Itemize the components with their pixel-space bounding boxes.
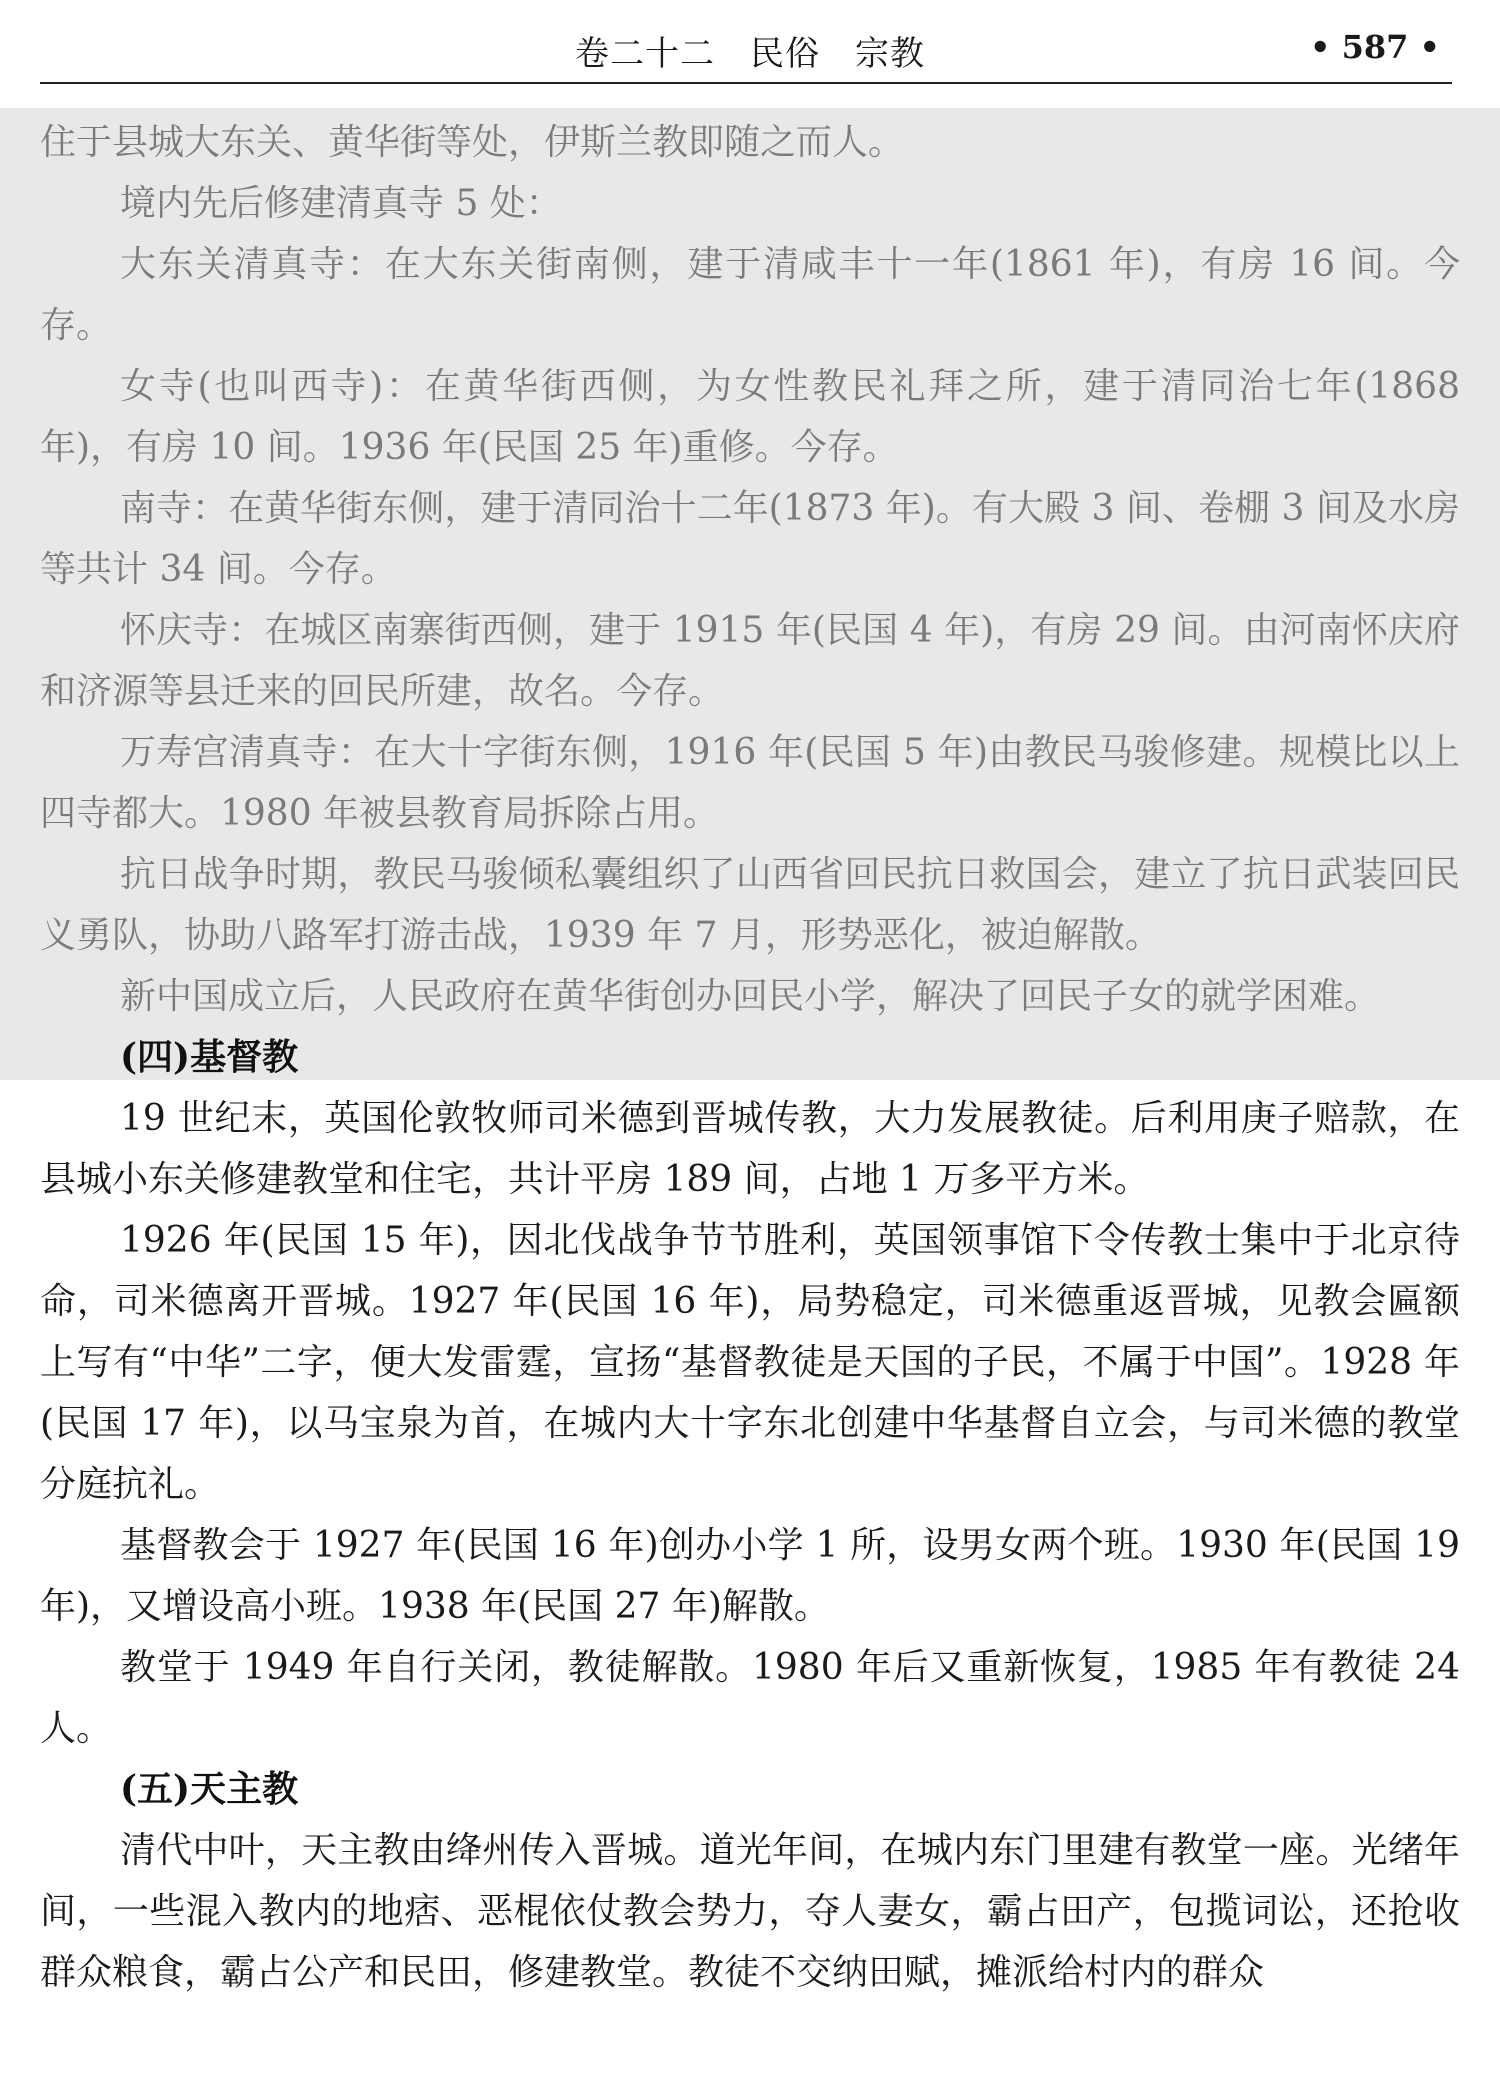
paragraph: 女寺(也叫西寺)：在黄华街西侧，为女性教民礼拜之所，建于清同治七年(1868 年)，有房 10 间。1936 年(民国 25 年)重修。今存。 [40,366,1460,468]
page-number: • 587 • [1310,28,1440,66]
paragraph: 教堂于 1949 年自行关闭，教徒解散。1980 年后又重新恢复，1985 年有教徒 24 人。 [40,1647,1460,1749]
paragraph: 怀庆寺：在城区南寨街西侧，建于 1915 年(民国 4 年)，有房 29 间。由河南怀庆府和济源等县迁来的回民所建，故名。今存。 [40,610,1460,712]
islam-continuation [40,112,1460,1027]
page-header [0,0,1500,90]
paragraph: 清代中叶，天主教由绛州传入晋城。道光年间，在城内东门里建有教堂一座。光绪年间，一些混入教内的地痞、恶棍依仗教会势力，夺人妻女，霸占田产，包揽词讼，还抢收群众粮食，霸占公产和民田，修建教堂。教徒不交纳田赋，摊派给村内的群众 [40,1830,1460,1993]
paragraph: 境内先后修建清真寺 5 处： [120,183,562,224]
paragraph: 抗日战争时期，教民马骏倾私囊组织了山西省回民抗日救国会，建立了抗日武装回民义勇队，协助八路军打游击战，1939 年 7 月，形势恶化，被迫解散。 [40,854,1460,956]
paragraph: 新中国成立后，人民政府在黄华街创办回民小学，解决了回民子女的就学困难。 [120,976,1381,1017]
header-rule [40,82,1452,84]
page-body [40,112,1460,2003]
paragraph: 大东关清真寺：在大东关街南侧，建于清咸丰十一年(1861 年)，有房 16 间。今存。 [40,244,1460,346]
section-heading-christianity: (四)基督教 [120,1036,299,1078]
paragraph: 基督教会于 1927 年(民国 16 年)创办小学 1 所，设男女两个班。1930 年(民国 19 年)，又增设高小班。1938 年(民国 27 年)解散。 [40,1525,1460,1627]
paragraph: 1926 年(民国 15 年)，因北伐战争节节胜利，英国领事馆下令传教士集中于北京待命，司米德离开晋城。1927 年(民国 16 年)，局势稳定，司米德重返晋城，见教会匾额上写有“中华”二字，便大发雷霆，宣扬“基督教徒是天国的子民，不属于中国”。1928 年(民国 17 年)，以马宝泉为首，在城内大十字东北创建中华基督自立会，与司米德的教堂分庭抗礼。 [40,1220,1460,1505]
section-heading-catholicism: (五)天主教 [120,1768,299,1810]
paragraph: 南寺：在黄华街东侧，建于清同治十二年(1873 年)。有大殿 3 间、卷棚 3 间及水房等共计 34 间。今存。 [40,488,1460,590]
paragraph: 住于县城大东关、黄华街等处，伊斯兰教即随之而人。 [40,122,905,163]
paragraph: 19 世纪末，英国伦敦牧师司米德到晋城传教，大力发展教徒。后利用庚子赔款，在县城小东关修建教堂和住宅，共计平房 189 间，占地 1 万多平方米。 [40,1098,1460,1200]
running-title: 卷二十二 民俗 宗教 [575,34,925,74]
paragraph: 万寿宫清真寺：在大十字街东侧，1916 年(民国 5 年)由教民马骏修建。规模比以上四寺都大。1980 年被县教育局拆除占用。 [40,732,1460,834]
